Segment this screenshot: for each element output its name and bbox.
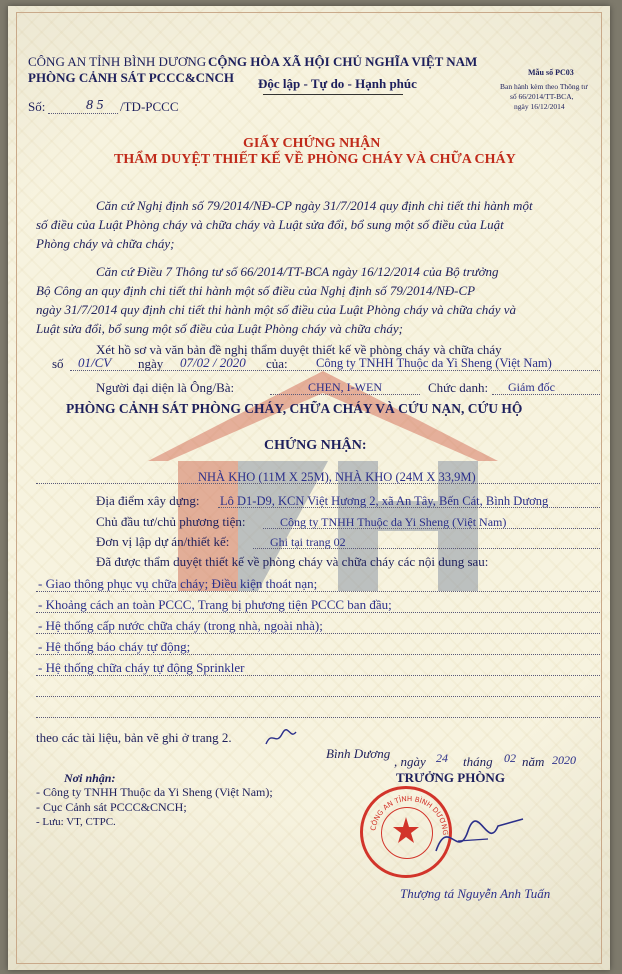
item-2-line xyxy=(36,612,600,613)
sign-place: Bình Dương xyxy=(326,746,391,761)
signer-name: Thượng tá Nguyễn Anh Tuấn xyxy=(400,886,551,901)
review-date: 07/02 / 2020 xyxy=(180,355,246,370)
nation-name: CỘNG HÒA XÃ HỘI CHỦ NGHĨA VIỆT NAM xyxy=(208,54,478,69)
designer-value: Ghi tại trang 02 xyxy=(270,535,346,549)
approved-item-4: - Hệ thống báo cháy tự động; xyxy=(38,639,191,654)
date-day: 24 xyxy=(436,751,448,765)
basis-1-line-2: số điều của Luật Phòng cháy và chữa cháy và Luật sửa đổi, bổ sung một số điều của Luật xyxy=(36,217,504,232)
project-name: NHÀ KHO (11M X 25M), NHÀ KHO (24M X 33,9M) xyxy=(198,470,476,484)
date-month: 02 xyxy=(504,751,516,765)
item-7-line xyxy=(36,717,600,718)
designer-label: Đơn vị lập dự án/thiết kế: xyxy=(96,534,230,549)
certify-heading: CHỨNG NHẬN: xyxy=(264,438,367,453)
review-line: Xét hồ sơ và văn bản đề nghị thẩm duyệt thiết kế về phòng cháy và chữa cháy xyxy=(96,342,502,357)
number-fill-line xyxy=(48,113,118,114)
issuing-authority: PHÒNG CẢNH SÁT PHÒNG CHÁY, CHỮA CHÁY VÀ CỨU NẠN, CỨU HỘ xyxy=(66,401,523,416)
approved-item-5: - Hệ thống chữa cháy tự động Sprinkler xyxy=(38,660,245,675)
motto-underline xyxy=(263,94,403,95)
approved-intro: Đã được thẩm duyệt thiết kế về phòng cháy và chữa cháy các nội dung sau: xyxy=(96,554,489,569)
position-value: Giám đốc xyxy=(508,380,555,394)
approved-item-1: - Giao thông phục vụ chữa cháy; Điều kiện thoát nạn; xyxy=(38,576,318,591)
location-fill-line xyxy=(218,507,600,508)
item-6-line xyxy=(36,696,600,697)
review-doc-number: 01/CV xyxy=(78,355,112,370)
location-label: Địa điểm xây dựng: xyxy=(96,493,200,508)
signer-title: TRƯỞNG PHÒNG xyxy=(396,770,505,785)
signature xyxy=(428,811,538,871)
review-ngay-label: ngày xyxy=(138,356,164,371)
review-fill-line xyxy=(70,370,600,371)
date-nam-label: năm xyxy=(522,754,545,769)
project-fill-line xyxy=(36,483,600,484)
representative-label: Người đại diện là Ông/Bà: xyxy=(96,380,235,395)
certificate-title: GIẤY CHỨNG NHẬN xyxy=(243,136,381,151)
document-number: 8 5 xyxy=(86,98,104,113)
date-ngay-label: , ngày xyxy=(394,754,426,769)
basis-2-line-2: Bộ Công an quy định chi tiết thi hành một số điều của Nghị định số 79/2014/NĐ-CP xyxy=(36,283,476,298)
agency-name: CÔNG AN TỈNH BÌNH DƯƠNG xyxy=(28,54,207,69)
location-value: Lô D1-D9, KCN Việt Hương 2, xã An Tây, Bến Cát, Bình Dương xyxy=(220,494,549,508)
rep-fill-line xyxy=(270,394,420,395)
recipient-1: - Công ty TNHH Thuộc da Yi Sheng (Việt Nam); xyxy=(36,785,273,799)
basis-2-line-1: Căn cứ Điều 7 Thông tư số 66/2014/TT-BCA ngày 16/12/2014 của Bộ trưởng xyxy=(96,264,499,279)
form-note-2: số 66/2014/TT-BCA, xyxy=(510,92,574,101)
owner-fill-line xyxy=(263,528,600,529)
certificate-subtitle: THẨM DUYỆT THIẾT KẾ VỀ PHÒNG CHÁY VÀ CHỮA CHÁY xyxy=(114,152,516,167)
owner-value: Công ty TNHH Thuộc da Yi Sheng (Việt Nam) xyxy=(280,515,507,529)
approved-item-3: - Hệ thống cấp nước chữa cháy (trong nhà, ngoài nhà); xyxy=(38,618,323,633)
representative-name: CHEN, I-WEN xyxy=(308,380,382,394)
position-label: Chức danh: xyxy=(428,380,489,395)
date-year: 2020 xyxy=(552,753,576,767)
recipient-3: - Lưu: VT, CTPC. xyxy=(36,816,116,828)
item-4-line xyxy=(36,654,600,655)
designer-fill-line xyxy=(253,548,600,549)
basis-1-line-3: Phòng cháy và chữa cháy; xyxy=(36,236,175,251)
document-number-label: Số: xyxy=(28,99,46,114)
svg-text:CÔNG AN TỈNH BÌNH DƯƠNG: CÔNG AN TỈNH BÌNH DƯƠNG xyxy=(369,794,450,836)
form-note-1: Ban hành kèm theo Thông tư xyxy=(500,82,588,91)
item-1-line xyxy=(36,591,600,592)
basis-2-line-3: ngày 31/7/2014 quy định chi tiết thi hành một số điều của Luật Phòng cháy và chữa cháy và xyxy=(36,302,517,317)
review-so-label: số xyxy=(52,356,64,371)
date-thang-label: tháng xyxy=(463,754,493,769)
recipient-2: - Cục Cảnh sát PCCC&CNCH; xyxy=(36,800,187,814)
form-note-3: ngày 16/12/2014 xyxy=(514,102,565,111)
document-number-suffix: /TD-PCCC xyxy=(120,99,179,114)
approved-item-2: - Khoảng cách an toàn PCCC, Trang bị phương tiện PCCC ban đầu; xyxy=(38,597,392,612)
review-cua-label: của: xyxy=(266,356,288,371)
review-company: Công ty TNHH Thuộc da Yi Sheng (Việt Nam) xyxy=(316,356,552,370)
basis-1-line-1: Căn cứ Nghị định số 79/2014/NĐ-CP ngày 31/7/2014 quy định chi tiết thi hành một xyxy=(96,198,533,213)
certificate-page xyxy=(8,6,610,970)
initial-mark xyxy=(264,726,298,750)
agency-department: PHÒNG CẢNH SÁT PCCC&CNCH xyxy=(28,70,234,85)
basis-2-line-4: Luật sửa đổi, bổ sung một số điều của Luật Phòng cháy và chữa cháy; xyxy=(36,321,403,336)
title-fill-line xyxy=(492,394,600,395)
item-5-line xyxy=(36,675,600,676)
nation-motto: Độc lập - Tự do - Hạnh phúc xyxy=(258,76,417,91)
recipients-label: Nơi nhận: xyxy=(64,771,116,785)
form-code: Mẫu số PC03 xyxy=(528,68,574,77)
owner-label: Chủ đầu tư/chủ phương tiện: xyxy=(96,514,246,529)
closing-line: theo các tài liệu, bản vẽ ghi ở trang 2. xyxy=(36,730,232,745)
item-3-line xyxy=(36,633,600,634)
